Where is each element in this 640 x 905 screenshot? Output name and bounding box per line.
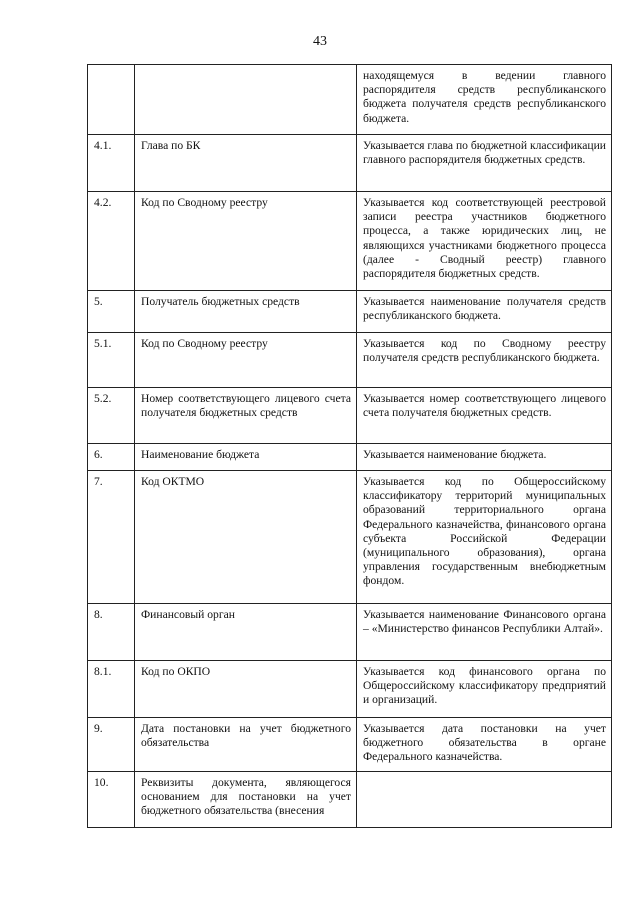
field-description: находящемуся в ведении главного распорядителя средств республиканского бюджета получателя средств республиканского бюджета.	[357, 65, 612, 135]
field-name: Наименование бюджета	[135, 444, 357, 471]
table-row	[88, 388, 612, 444]
field-name: Дата постановки на учет бюджетного обязательства	[135, 718, 357, 772]
page-number: 43	[313, 34, 327, 49]
row-number: 8.1.	[88, 661, 135, 718]
row-number: 7.	[88, 471, 135, 604]
table-row	[88, 661, 612, 718]
field-description: Указывается наименование Финансового органа – «Министерство финансов Республики Алтай».	[357, 604, 612, 661]
field-name: Код по ОКПО	[135, 661, 357, 718]
table-row	[88, 192, 612, 291]
row-number: 4.2.	[88, 192, 135, 291]
row-number: 8.	[88, 604, 135, 661]
table-row	[88, 772, 612, 828]
row-number: 9.	[88, 718, 135, 772]
row-number	[88, 65, 135, 135]
field-description: Указывается номер соответствующего лицевого счета получателя бюджетных средств.	[357, 388, 612, 444]
field-description: Указывается наименование получателя средств республиканского бюджета.	[357, 291, 612, 333]
field-description: Указывается код соответствующей реестровой записи реестра участников бюджетного процесса, а также юридических лиц, не являющихся участниками бюджетного процесса (далее - Сводный реестр) главного распорядителя бюджетных средств.	[357, 192, 612, 291]
table-row	[88, 444, 612, 471]
table-row	[88, 718, 612, 772]
field-name: Глава по БК	[135, 135, 357, 192]
field-description	[357, 772, 612, 828]
field-name: Реквизиты документа, являющегося основанием для постановки на учет бюджетного обязательства (внесения	[135, 772, 357, 828]
table-row	[88, 291, 612, 333]
field-description: Указывается код финансового органа по Общероссийскому классификатору предприятий и организаций.	[357, 661, 612, 718]
row-number: 5.1.	[88, 333, 135, 388]
field-name: Код ОКТМО	[135, 471, 357, 604]
field-name: Финансовый орган	[135, 604, 357, 661]
row-number: 6.	[88, 444, 135, 471]
field-description: Указывается код по Общероссийскому классификатору территорий муниципальных образований территориального органа Федерального казначейства, финансового органа субъекта Российской Федерации (муниципального образования), органа управления государственным внебюджетным фондом.	[357, 471, 612, 604]
field-name: Код по Сводному реестру	[135, 192, 357, 291]
field-description: Указывается код по Сводному реестру получателя средств республиканского бюджета.	[357, 333, 612, 388]
row-number: 10.	[88, 772, 135, 828]
field-name: Код по Сводному реестру	[135, 333, 357, 388]
row-number: 5.2.	[88, 388, 135, 444]
requisites-table	[87, 64, 612, 828]
field-name	[135, 65, 357, 135]
table-row	[88, 471, 612, 604]
field-name: Получатель бюджетных средств	[135, 291, 357, 333]
table-row	[88, 604, 612, 661]
row-number: 5.	[88, 291, 135, 333]
field-description: Указывается дата постановки на учет бюджетного обязательства в органе Федерального казначейства.	[357, 718, 612, 772]
field-description: Указывается глава по бюджетной классификации главного распорядителя бюджетных средств.	[357, 135, 612, 192]
field-description: Указывается наименование бюджета.	[357, 444, 612, 471]
row-number: 4.1.	[88, 135, 135, 192]
table-row	[88, 135, 612, 192]
table-row	[88, 65, 612, 135]
table-row	[88, 333, 612, 388]
field-name: Номер соответствующего лицевого счета получателя бюджетных средств	[135, 388, 357, 444]
